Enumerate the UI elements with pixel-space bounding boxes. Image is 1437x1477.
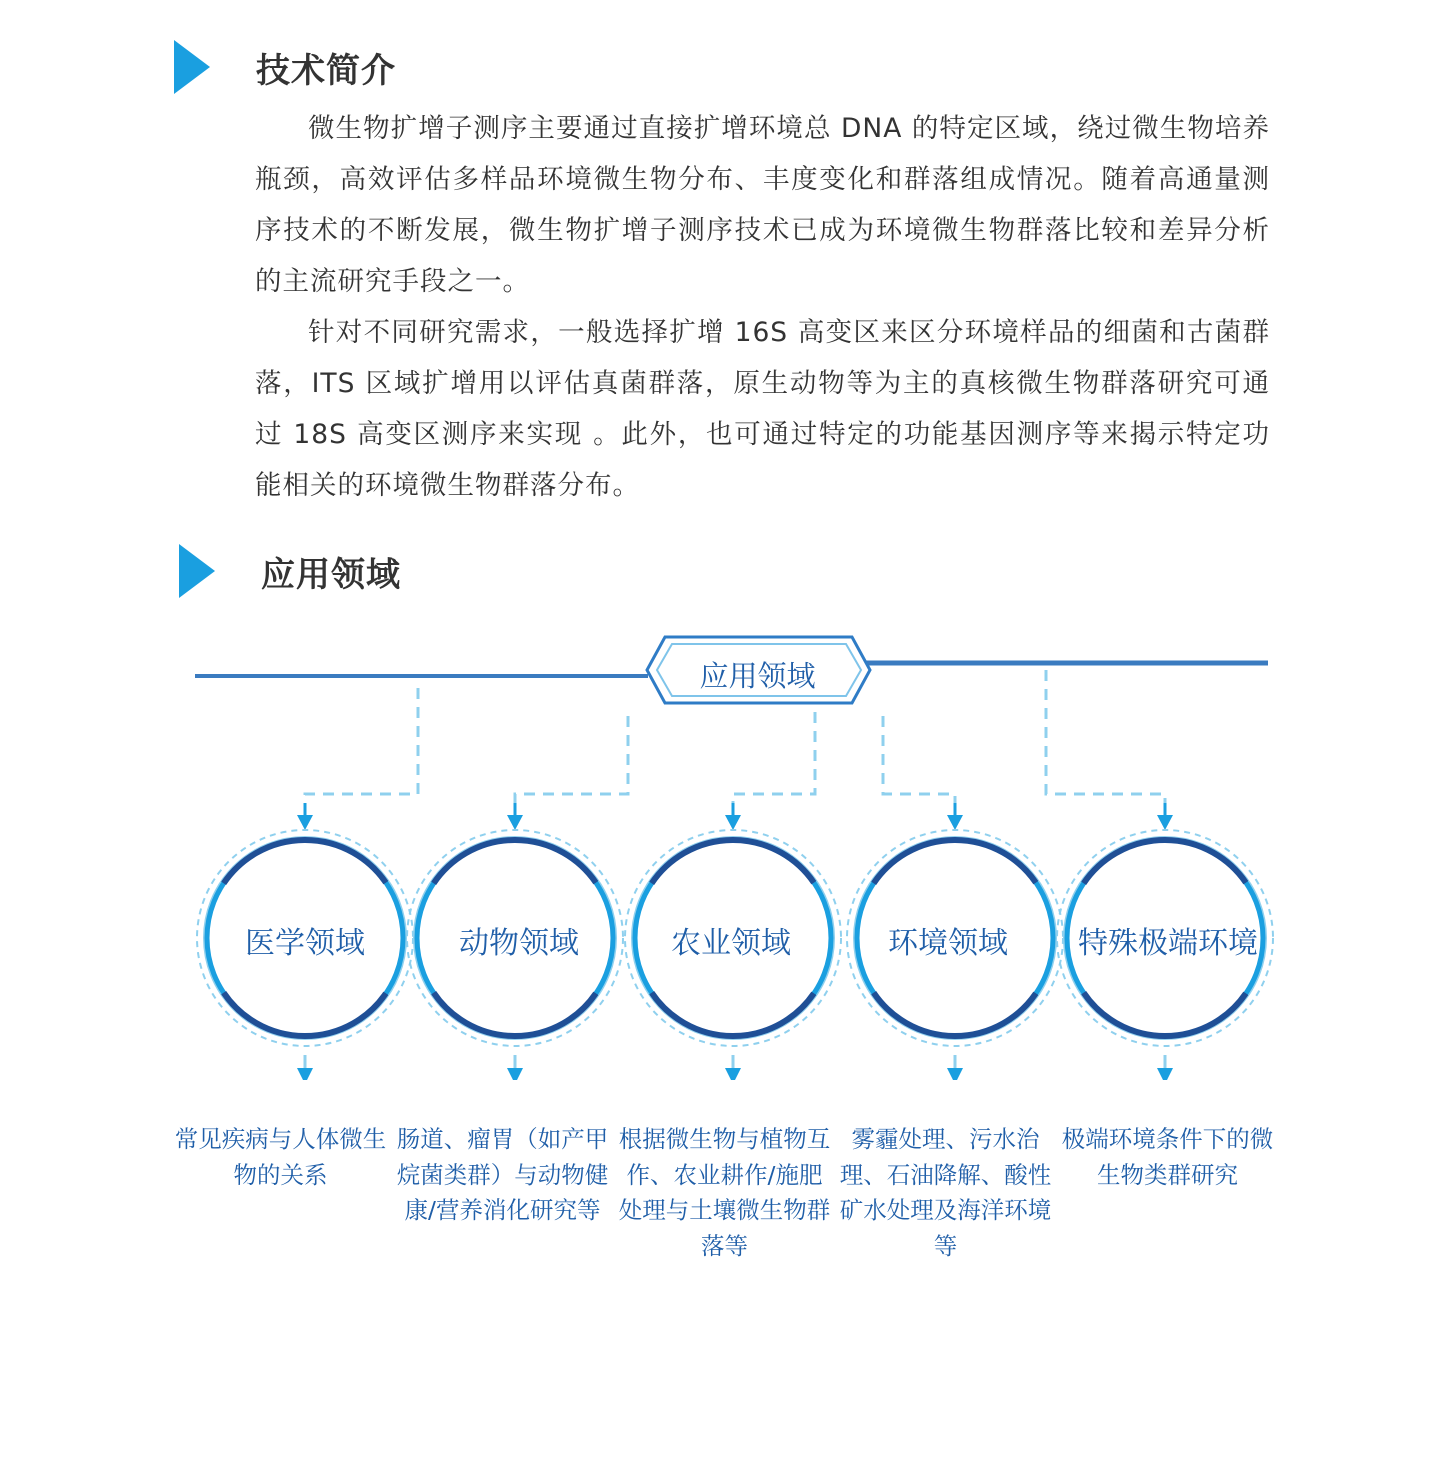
connector-2 [515,716,628,820]
section-header-intro [174,40,396,94]
arrow-down-icon [947,803,963,830]
arrow-down-icon [507,803,523,830]
section-title: 应用领域 [261,554,401,595]
field-desc-medical: 常见疾病与人体微生物的关系 [174,1125,387,1189]
arrow-down-icon [507,1055,523,1080]
intro-paragraph-2: 针对不同研究需求，一般选择扩增 16S 高变区来区分环境样品的细菌和古菌群落，ITS 区域扩增用以评估真菌群落，原生动物等为主的真核微生物群落研究可通过 18S 高变区测序来实现 。此外，也可通过特定的功能基因测序等来揭示特定功能相关的环境微生物群落分布。 [255,317,1270,501]
connector-5 [1046,670,1165,820]
connector-3 [733,712,815,820]
field-label-animal: 动物领域 [459,926,579,961]
arrow-down-icon [947,1055,963,1080]
field-desc-animal: 肠道、瘤胃（如产甲烷菌类群）与动物健康/营养消化研究等 [396,1125,609,1224]
section-header-applications [179,544,401,598]
connector-1 [305,688,418,820]
center-badge-label: 应用领域 [699,659,816,693]
connector-4 [883,716,955,820]
arrow-down-icon [297,803,313,830]
arrow-down-icon [1157,803,1173,830]
section-title: 技术简介 [256,50,396,91]
field-label-environment: 环境领域 [888,926,1008,961]
field-desc-environment: 雾霾处理、污水治理、石油降解、酸性矿水处理及海洋环境等 [839,1125,1052,1260]
field-desc-extreme: 极端环境条件下的微生物类群研究 [1061,1125,1274,1189]
arrow-down-icon [297,1055,313,1080]
arrow-down-icon [1157,1055,1173,1080]
arrow-down-icon [725,803,741,830]
field-label-agriculture: 农业领域 [671,926,791,961]
field-desc-agriculture: 根据微生物与植物互作、农业耕作/施肥处理与土壤微生物群落等 [618,1125,831,1260]
field-label-medical: 医学领域 [245,926,365,961]
triangle-arrow-icon [179,544,215,598]
field-label-extreme: 特殊极端环境 [1078,926,1258,961]
triangle-arrow-icon [174,40,210,94]
intro-text [255,103,1270,511]
arrow-down-icon [725,1055,741,1080]
intro-paragraph-1: 微生物扩增子测序主要通过直接扩增环境总 DNA 的特定区域，绕过微生物培养瓶颈，高效评估多样品环境微生物分布、丰度变化和群落组成情况。随着高通量测序技术的不断发展，微生物扩增子测序技术已成为环境微生物群落比较和差异分析的主流研究手段之一。 [255,113,1270,297]
